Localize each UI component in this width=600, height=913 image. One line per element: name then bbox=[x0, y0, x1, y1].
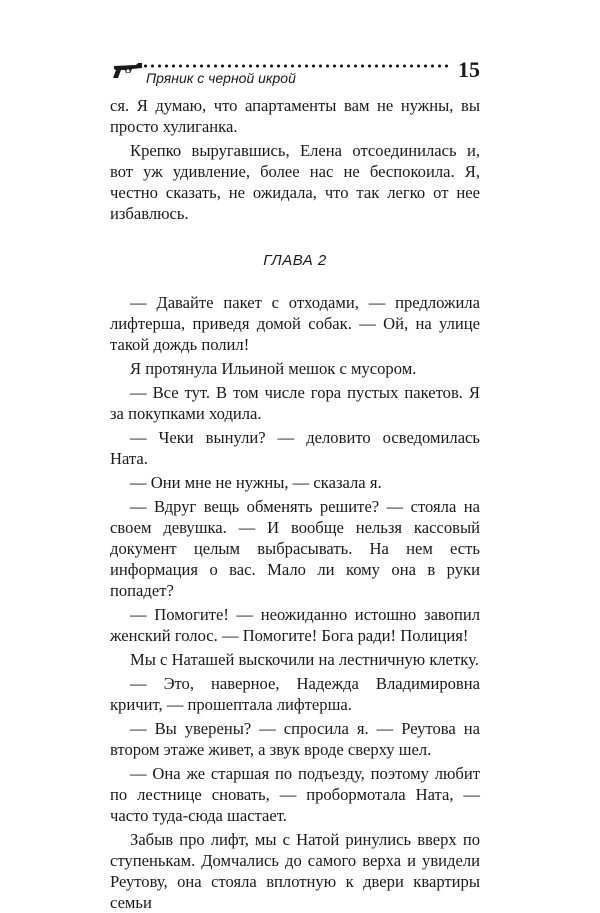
chapter-heading: ГЛАВА 2 bbox=[263, 252, 327, 269]
paragraph: Крепко выругавшись, Елена отсоединилась и, вот уж удивление, более нас не беспокоила. Я, честно сказать, не ожидала, что так легко от нее избавлюсь. bbox=[110, 141, 480, 223]
paragraph: Я протянула Ильиной мешок с мусором. bbox=[130, 359, 417, 378]
paragraph: — Давайте пакет с отходами, — предложила лифтерша, приведя домой собак. — Ой, на улице такой дождь полил! bbox=[110, 293, 480, 354]
revolver-icon bbox=[112, 60, 144, 80]
paragraph: Мы с Наташей выскочили на лестничную клетку. bbox=[130, 650, 479, 669]
paragraph: — Помогите! — неожиданно истошно завопил женский голос. — Помогите! Бога ради! Полиция! bbox=[110, 605, 480, 645]
page-number: 15 bbox=[458, 57, 480, 82]
page-header bbox=[112, 48, 480, 88]
paragraph: — Все тут. В том числе гора пустых пакетов. Я за покупками ходила. bbox=[110, 383, 480, 423]
body-text bbox=[110, 95, 480, 913]
paragraph: — Чеки вынули? — деловито осведомилась Ната. bbox=[110, 428, 480, 468]
paragraph: — Вдруг вещь обменять решите? — стояла на своем девушка. — И вообще нельзя кассовый документ целым выбрасывать. На нем есть информация о вас. Мало ли кому она в руки попадет? bbox=[110, 497, 480, 600]
header-dotted-rule bbox=[142, 64, 448, 68]
paragraph: — Вы уверены? — спросила я. — Реутова на втором этаже живет, а звук вроде сверху шел. bbox=[110, 719, 480, 759]
paragraph: ся. Я думаю, что апартаменты вам не нужны, вы просто хулиганка. bbox=[110, 96, 480, 136]
paragraph: Забыв про лифт, мы с Натой ринулись вверх по ступенькам. Домчались до самого верха и увидели Реутову, она стояла вплотную к двери квартиры семьи bbox=[110, 830, 480, 912]
paragraph: — Это, наверное, Надежда Владимировна кричит, — прошептала лифтерша. bbox=[110, 674, 480, 714]
paragraph: — Она же старшая по подъезду, поэтому любит по лестнице сновать, — пробормотала Ната, — часто туда-сюда шастает. bbox=[110, 764, 480, 825]
paragraph: — Они мне не нужны, — сказала я. bbox=[130, 473, 382, 492]
running-title: Пряник с черной икрой bbox=[146, 70, 296, 86]
